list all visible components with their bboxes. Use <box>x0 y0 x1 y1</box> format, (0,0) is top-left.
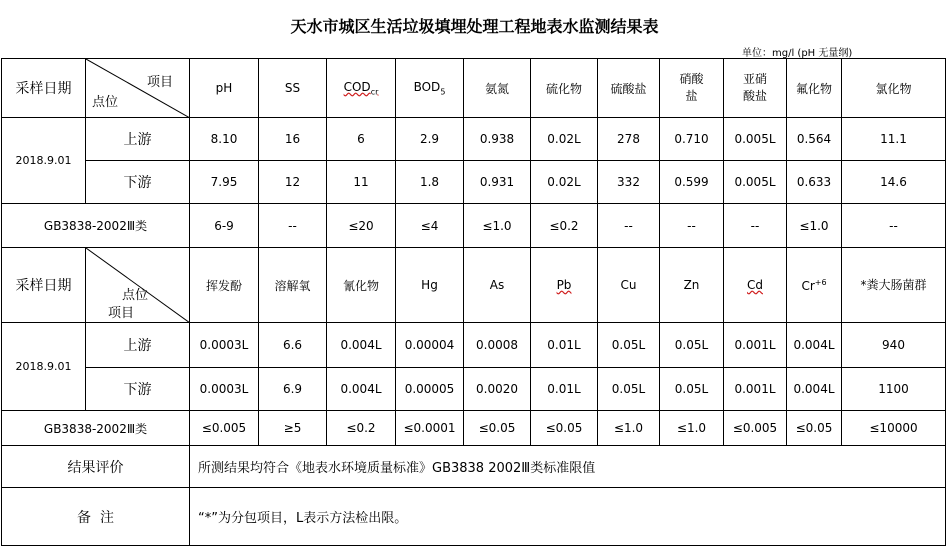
cell: 0.004L <box>327 323 396 368</box>
header-as: As <box>464 248 531 323</box>
cell: 0.004L <box>327 368 396 411</box>
cell: ≤1.0 <box>464 204 531 248</box>
standard-row-2 <box>2 411 946 446</box>
cell: 1100 <box>842 368 946 411</box>
header-nitrate: 硝酸盐 <box>660 59 724 118</box>
cell: 0.938 <box>464 118 531 161</box>
cell: 0.0020 <box>464 368 531 411</box>
cell: 0.00004 <box>396 323 464 368</box>
header-cr6: $Cr^{+6}$ <box>787 248 842 323</box>
header-sulfate: 硫酸盐 <box>598 59 660 118</box>
cell: ≤0.005 <box>190 411 259 446</box>
cell: 0.001L <box>724 368 787 411</box>
cell: 2.9 <box>396 118 464 161</box>
cell: ≤0.2 <box>327 411 396 446</box>
evaluation-text: 所测结果均符合《地表水环境质量标准》GB3838 2002Ⅲ类标准限值 <box>190 446 946 488</box>
header-pb: Pb <box>531 248 598 323</box>
remark-label: 备 注 <box>2 488 190 546</box>
diag-point-label: 点位 <box>92 95 119 110</box>
cell: ≤1.0 <box>660 411 724 446</box>
cell: 332 <box>598 161 660 204</box>
cell: ≤20 <box>327 204 396 248</box>
cell: 0.00005 <box>396 368 464 411</box>
downstream-label-2: 下游 <box>86 368 190 411</box>
cell: 0.05L <box>660 323 724 368</box>
cell: ≤4 <box>396 204 464 248</box>
cell: 0.004L <box>787 323 842 368</box>
header-dissolved-oxygen: 溶解氧 <box>259 248 327 323</box>
header-cod: $COD_{cr}$ <box>327 59 396 118</box>
cell: ≤0.0001 <box>396 411 464 446</box>
header-chloride: 氯化物 <box>842 59 946 118</box>
cell: 0.599 <box>660 161 724 204</box>
cell: ≤0.05 <box>787 411 842 446</box>
table-row <box>2 323 946 368</box>
cell: 6.9 <box>259 368 327 411</box>
cell: 11 <box>327 161 396 204</box>
monitoring-table <box>1 58 946 546</box>
cell: 0.01L <box>531 368 598 411</box>
sampling-date-header: 采样日期 <box>2 59 86 118</box>
cell: ≤0.005 <box>724 411 787 446</box>
cell: 0.633 <box>787 161 842 204</box>
cell: 0.564 <box>787 118 842 161</box>
cell: 6 <box>327 118 396 161</box>
cell: 7.95 <box>190 161 259 204</box>
upstream-label: 上游 <box>86 118 190 161</box>
header-bod: $BOD_5$ <box>396 59 464 118</box>
cell: 0.02L <box>531 161 598 204</box>
cell: -- <box>842 204 946 248</box>
cell: 940 <box>842 323 946 368</box>
remark-text: “*”为分包项目，L表示方法检出限。 <box>190 488 946 546</box>
cell: 12 <box>259 161 327 204</box>
cell: -- <box>598 204 660 248</box>
standard-label-2: GB3838-2002Ⅲ类 <box>2 411 190 446</box>
header-zn: Zn <box>660 248 724 323</box>
cell: ≤10000 <box>842 411 946 446</box>
sampling-date-header-2: 采样日期 <box>2 248 86 323</box>
header-ammonia: 氨氮 <box>464 59 531 118</box>
cell: 0.931 <box>464 161 531 204</box>
header-row-2 <box>2 248 946 323</box>
table-row <box>2 161 946 204</box>
cell: -- <box>724 204 787 248</box>
cell: 0.005L <box>724 118 787 161</box>
evaluation-label: 结果评价 <box>2 446 190 488</box>
cell: 6-9 <box>190 204 259 248</box>
cell: 0.005L <box>724 161 787 204</box>
evaluation-row <box>2 446 946 488</box>
header-cu: Cu <box>598 248 660 323</box>
cell: 0.0003L <box>190 323 259 368</box>
table-row <box>2 118 946 161</box>
standard-label: GB3838-2002Ⅲ类 <box>2 204 190 248</box>
cell: ≤0.05 <box>531 411 598 446</box>
cell: ≤1.0 <box>598 411 660 446</box>
table-title: 天水市城区生活垃圾填埋处理工程地表水监测结果表 <box>290 17 659 36</box>
header-sulfide: 硫化物 <box>531 59 598 118</box>
cell: ≤0.2 <box>531 204 598 248</box>
header-hg: Hg <box>396 248 464 323</box>
header-cd: Cd <box>724 248 787 323</box>
cell: 0.05L <box>598 368 660 411</box>
cell: ≥5 <box>259 411 327 446</box>
header-ph: pH <box>190 59 259 118</box>
cell: ≤1.0 <box>787 204 842 248</box>
cell: 0.710 <box>660 118 724 161</box>
cell: 0.02L <box>531 118 598 161</box>
header-row-1 <box>2 59 946 118</box>
downstream-label: 下游 <box>86 161 190 204</box>
upstream-label-2: 上游 <box>86 323 190 368</box>
cell: 0.05L <box>598 323 660 368</box>
header-ss: SS <box>259 59 327 118</box>
diag-item-label-2: 项目 <box>108 306 135 321</box>
sampling-date: 2018.9.01 <box>2 118 86 204</box>
cell: 8.10 <box>190 118 259 161</box>
cell: -- <box>660 204 724 248</box>
cell: 1.8 <box>396 161 464 204</box>
cell: 0.05L <box>660 368 724 411</box>
cell: 0.004L <box>787 368 842 411</box>
header-fecal-coliform: *粪大肠菌群 <box>842 248 946 323</box>
cell: -- <box>259 204 327 248</box>
sampling-date-2: 2018.9.01 <box>2 323 86 411</box>
header-cyanide: 氰化物 <box>327 248 396 323</box>
header-volatile-phenol: 挥发酚 <box>190 248 259 323</box>
cell: 278 <box>598 118 660 161</box>
diag-point-label-2: 点位 <box>122 288 149 303</box>
header-nitrite: 亚硝酸盐 <box>724 59 787 118</box>
cell: 0.0003L <box>190 368 259 411</box>
cell: 0.01L <box>531 323 598 368</box>
unit-note: 单位：mg/l (pH 无量纲) <box>742 48 853 59</box>
table-row <box>2 368 946 411</box>
cell: 11.1 <box>842 118 946 161</box>
header-fluoride: 氟化物 <box>787 59 842 118</box>
cell: ≤0.05 <box>464 411 531 446</box>
cell: 6.6 <box>259 323 327 368</box>
diagonal-header-cell <box>86 59 190 118</box>
cell: 0.001L <box>724 323 787 368</box>
standard-row <box>2 204 946 248</box>
diagonal-header-cell-2 <box>86 248 190 323</box>
cell: 14.6 <box>842 161 946 204</box>
diag-item-label: 项目 <box>146 75 173 90</box>
cell: 0.0008 <box>464 323 531 368</box>
remark-row <box>2 488 946 546</box>
cell: 16 <box>259 118 327 161</box>
